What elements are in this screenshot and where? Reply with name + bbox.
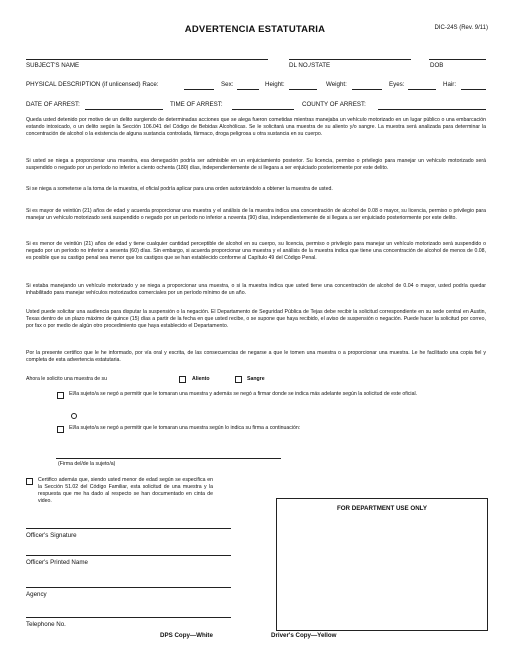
- dl-state-label: DL NO./STATE: [289, 62, 331, 69]
- or-circle: [71, 413, 77, 419]
- time-of-arrest-label: TIME OF ARREST:: [170, 101, 223, 108]
- date-of-arrest-label: DATE OF ARREST:: [26, 101, 80, 108]
- agency-label: Agency: [26, 591, 47, 598]
- dps-copy-label: DPS Copy—White: [160, 632, 213, 639]
- subject-name-label: SUBJECT'S NAME: [26, 62, 80, 69]
- driver-copy-label: Driver's Copy—Yellow: [271, 632, 337, 639]
- telephone-line[interactable]: [26, 617, 231, 618]
- subject-name-line[interactable]: [26, 59, 268, 60]
- height-line[interactable]: [289, 89, 317, 90]
- paragraph-commercial: Si estaba manejando un vehículo motorizado y se niega a proporcionar una muestra, o si la muestra indica que usted tiene una concentración de alcohol de 0.04 o mayor, usted podría quedar inhabilitado para manejar vehículos motorizados comerciales por un período mínimo de un año.: [26, 283, 486, 296]
- paragraph-hearing: Usted puede solicitar una audiencia para disputar la suspensión o la negación. El Departamento de Seguridad Pública de Tejas debe recibir la solicitud correspondiente en su sede central en Austin, Texas dentro de un plazo máximo de quince (15) días a partir de la fecha en que usted recibe, o se supone que haya recibido, el aviso de suspensión o negación. Puede hacer la solicitud por correo, por fax o por medio de algún otro procedimiento que haya establecido el Departamento.: [26, 309, 486, 329]
- hair-line[interactable]: [461, 89, 486, 90]
- blood-checkbox[interactable]: [235, 376, 242, 383]
- officer-signature-label: Officer's Signature: [26, 532, 77, 539]
- telephone-label: Telephone No.: [26, 621, 66, 628]
- height-label: Height:: [265, 81, 285, 88]
- refused-with-signature-text: El/la sujeto/a se negó a permitir que le tomaran una muestra según lo indica su firma a continuación:: [69, 425, 301, 431]
- blood-option-label: Sangre: [247, 376, 265, 382]
- county-of-arrest-label: COUNTY OF ARREST:: [302, 101, 366, 108]
- county-of-arrest-line[interactable]: [378, 109, 486, 110]
- paragraph-refusal: Si usted se niega a proporcionar una muestra, esa denegación podría ser admisible en un enjuiciamiento posterior. Su licencia, permiso o privilegio para manejar un vehículo motorizado será suspendido o negado por un período no inferior a ciento ochenta (180) días, independientemente de si llegara a ser enjuiciado posteriormente por este delito.: [26, 158, 486, 171]
- weight-line[interactable]: [352, 89, 382, 90]
- dl-state-line[interactable]: [289, 59, 411, 60]
- officer-printed-name-label: Officer's Printed Name: [26, 559, 88, 566]
- weight-label: Weight:: [326, 81, 347, 88]
- video-certification-checkbox[interactable]: [26, 478, 33, 485]
- race-line[interactable]: [184, 89, 214, 90]
- sex-line[interactable]: [237, 89, 259, 90]
- sample-request-prompt: Ahora le solicito una muestra de su: [26, 376, 108, 382]
- paragraph-arrest-notice: Queda usted detenido por motivo de un delito surgiendo de determinadas acciones que se alega fueron cometidas mientras manejaba un vehículo motorizado en un lugar público o una embarcación estando intoxicado, o un delito según la Sección 106.041 del Código de Bebidas Alcohólicas. Se le solicitará una muestra de su aliento y/o sangre. La muestra será analizada para determinar la concentración de alcohol o la existencia de alguna sustancia controlada, fármaco, droga peligrosa u otra sustancia en su cuerpo.: [26, 117, 486, 137]
- hair-label: Hair:: [443, 81, 457, 88]
- department-use-box: [276, 498, 488, 631]
- video-certification-text: Certifico además que, siendo usted menor de edad según se especifica en la Sección 51.02 del Código Familiar, esta solicitud de una muestra y la respuesta que me ha dado al respecto se han documentado en cinta de video.: [38, 477, 213, 504]
- paragraph-over-21: Si es mayor de veintiún (21) años de edad y acuerda proporcionar una muestra y el análisis de la muestra indica una concentración de alcohol de 0.08 o mayor, su licencia, permiso o privilegio para manejar un vehículo motorizado será suspendido o negado por un período no inferior a noventa (90) días, independientemente de si llegara a ser enjuiciado posteriormente por este delito.: [26, 208, 486, 221]
- breath-checkbox[interactable]: [179, 376, 186, 383]
- department-use-label: FOR DEPARTMENT USE ONLY: [336, 505, 428, 512]
- form-title: ADVERTENCIA ESTATUTARIA: [184, 24, 326, 35]
- paragraph-warrant: Si se niega a someterse a la toma de la muestra, el oficial podría aplicar para una orden autorizándolo a obtener la muestra de usted.: [26, 186, 333, 192]
- officer-signature-line[interactable]: [26, 528, 231, 529]
- paragraph-certification: Por la presente certifico que le he informado, por vía oral y escrita, de las consecuencias de negarse a que le tomen una muestra o a proporcionar una muestra. Le he facilitado una copia fiel y completa de esta advertencia estatutaria.: [26, 350, 486, 363]
- breath-option-label: Aliento: [192, 376, 210, 382]
- refused-no-signature-text: El/la sujeto/a se negó a permitir que le tomaran una muestra y además se negó a firmar donde se indica más adelante según la solicitud de este oficial.: [69, 391, 418, 397]
- refused-no-signature-checkbox[interactable]: [57, 392, 64, 399]
- dob-line[interactable]: [429, 59, 486, 60]
- form-number: DIC-24S (Rev. 9/11): [434, 25, 488, 31]
- sex-label: Sex:: [221, 81, 234, 88]
- paragraph-under-21: Si es menor de veintiún (21) años de edad y tiene cualquier cantidad perceptible de alcohol en su cuerpo, su licencia, permiso o privilegio para manejar un vehículo motorizado será suspendido o negado por un período no inferior a sesenta (60) días. Sin embargo, si acuerda proporcionar una muestra y el análisis de la muestra indica que tiene una concentración de alcohol de menos de 0.08, es posible que su castigo penal sea menor que los castigos que se han establecido conforme al Capítulo 49 del Código Penal.: [26, 241, 486, 261]
- officer-printed-name-line[interactable]: [26, 555, 231, 556]
- subject-signature-caption: (Firma del/de la sujeto/a): [58, 461, 116, 467]
- eyes-label: Eyes:: [389, 81, 405, 88]
- physical-description-label: PHYSICAL DESCRIPTION (if unlicensed) Race:: [26, 81, 159, 88]
- refused-with-signature-checkbox[interactable]: [57, 426, 64, 433]
- eyes-line[interactable]: [408, 89, 436, 90]
- time-of-arrest-line[interactable]: [232, 109, 294, 110]
- subject-signature-line[interactable]: [56, 458, 281, 459]
- agency-line[interactable]: [26, 587, 231, 588]
- dob-label: DOB: [430, 62, 444, 69]
- date-of-arrest-line[interactable]: [85, 109, 163, 110]
